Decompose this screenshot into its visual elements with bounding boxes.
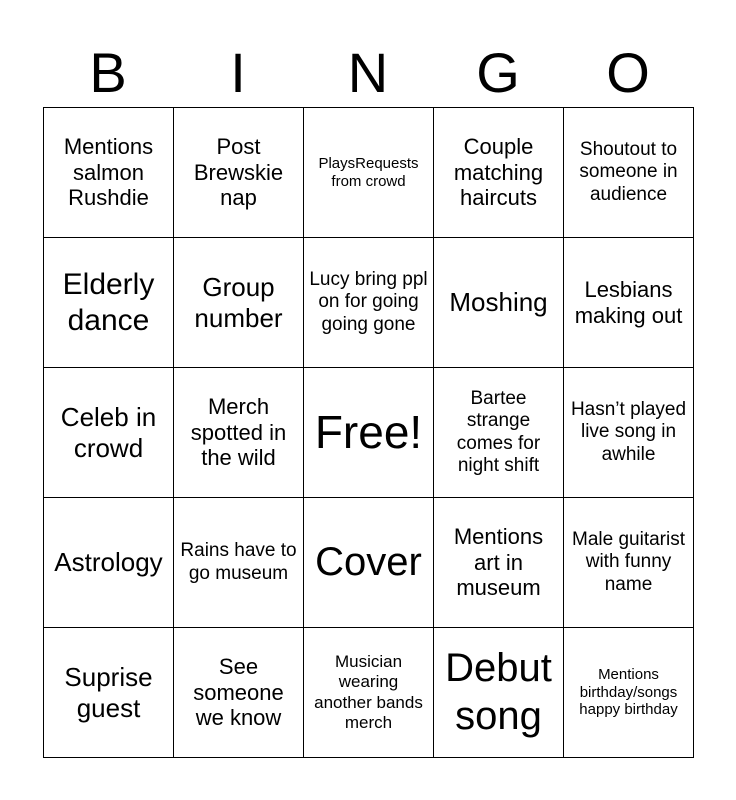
header-letter-n: N bbox=[347, 41, 389, 104]
bingo-cell[interactable]: Merch spotted in the wild bbox=[174, 368, 304, 498]
header-letter-b: B bbox=[89, 41, 127, 104]
bingo-cell[interactable]: Musician wearing another bands merch bbox=[304, 628, 434, 758]
bingo-cell[interactable]: Group number bbox=[174, 238, 304, 368]
bingo-cell[interactable]: Lesbians making out bbox=[564, 238, 694, 368]
board-row bbox=[44, 628, 694, 758]
bingo-cell[interactable]: Mentions salmon Rushdie bbox=[44, 108, 174, 238]
header-letter-o: O bbox=[606, 41, 650, 104]
bingo-cell[interactable]: Elderly dance bbox=[44, 238, 174, 368]
bingo-cell[interactable]: Astrology bbox=[44, 498, 174, 628]
bingo-cell[interactable]: Suprise guest bbox=[44, 628, 174, 758]
bingo-board bbox=[43, 107, 694, 758]
bingo-cell[interactable]: Lucy bring ppl on for going going gone bbox=[304, 238, 434, 368]
bingo-cell[interactable]: Couple matching haircuts bbox=[434, 108, 564, 238]
bingo-cell[interactable]: See someone we know bbox=[174, 628, 304, 758]
bingo-cell[interactable]: Moshing bbox=[434, 238, 564, 368]
free-space-cell[interactable]: Free! bbox=[304, 368, 434, 498]
bingo-cell[interactable]: Debut song bbox=[434, 628, 564, 758]
header-letter-i: I bbox=[230, 41, 246, 104]
bingo-cell[interactable]: Bartee strange comes for night shift bbox=[434, 368, 564, 498]
bingo-cell[interactable]: Mentions birthday/songs happy birthday bbox=[564, 628, 694, 758]
bingo-cell[interactable]: Shoutout to someone in audience bbox=[564, 108, 694, 238]
bingo-cell[interactable]: Mentions art in museum bbox=[434, 498, 564, 628]
board-row bbox=[44, 108, 694, 238]
bingo-cell[interactable]: Celeb in crowd bbox=[44, 368, 174, 498]
bingo-header bbox=[43, 40, 693, 106]
board-row bbox=[44, 238, 694, 368]
bingo-cell[interactable]: Rains have to go museum bbox=[174, 498, 304, 628]
bingo-cell[interactable]: Cover bbox=[304, 498, 434, 628]
board-row bbox=[44, 498, 694, 628]
bingo-cell[interactable]: Male guitarist with funny name bbox=[564, 498, 694, 628]
bingo-cell[interactable]: Post Brewskie nap bbox=[174, 108, 304, 238]
bingo-cell[interactable]: PlaysRequests from crowd bbox=[304, 108, 434, 238]
bingo-cell[interactable]: Hasn’t played live song in awhile bbox=[564, 368, 694, 498]
board-row bbox=[44, 368, 694, 498]
header-letter-g: G bbox=[476, 41, 520, 104]
